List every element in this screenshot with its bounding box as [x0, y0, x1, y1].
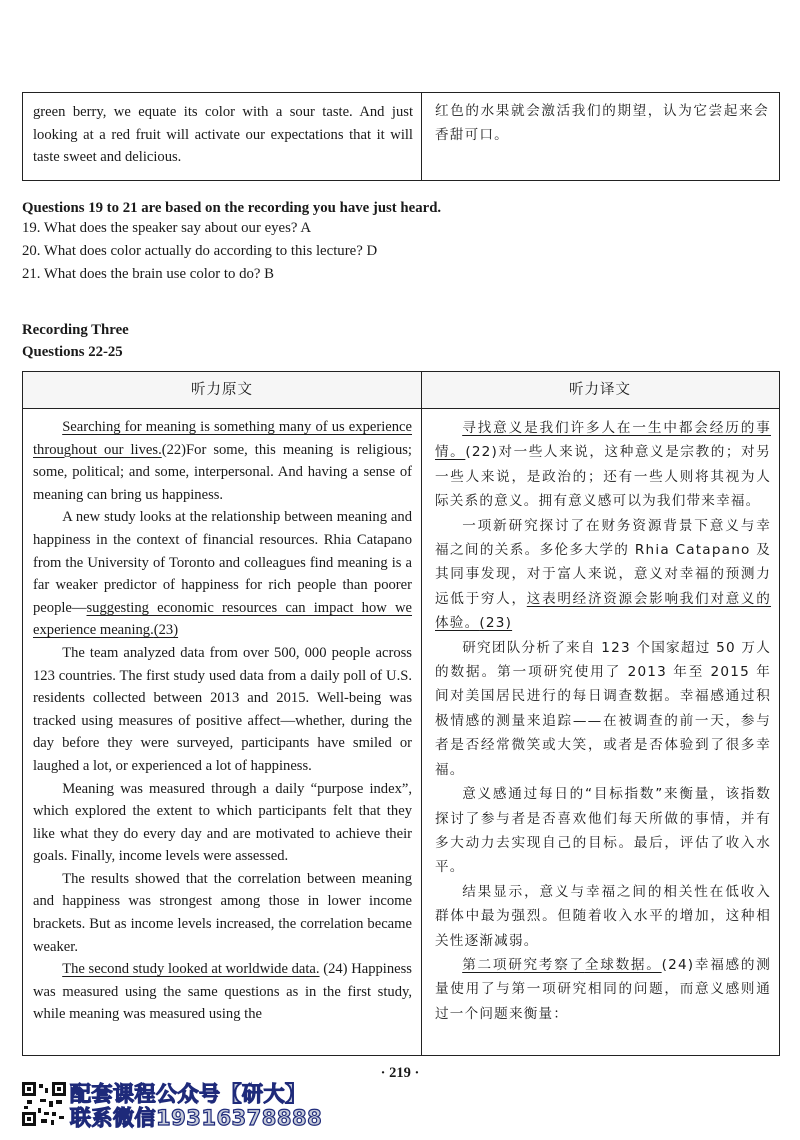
chinese-p6-rest: 幸福感的测量使用了与第一项研究相同的问题，而意义感则通过一个问题来衡量：: [435, 956, 772, 1022]
marker-23: (23): [153, 622, 179, 639]
english-p6-underlined: The second study looked at worldwide data.: [62, 961, 320, 978]
question-20: 20. What does color actually do according to this lecture? D: [22, 243, 378, 259]
marker-22: (22): [161, 441, 187, 458]
chinese-paragraph-2: [435, 514, 771, 636]
chinese-p1-underlined: 寻找意义是我们许多人在一生中都会经历的事情。: [435, 420, 771, 461]
watermark-line-1: 配套课程公众号【研大】: [70, 1082, 307, 1106]
english-p1-rest: For some, this meaning is religious; some, political; and some, interpersonal. And having a sense of meaning can bring us happiness.: [33, 441, 412, 503]
top-table-english-cell: [23, 93, 421, 180]
chinese-p2-underlined: 这表明经济资源会影响我们对意义的体验。: [435, 590, 772, 632]
english-paragraph-4: Meaning was measured through a daily “purpose index”, which explored the extent to which participants felt that they like what they do every day and are motivated to achieve their goals. Finally, income levels were assessed.: [33, 780, 412, 865]
chinese-p2-start: 一项新研究探讨了在财务资源背景下意义与幸福之间的关系。多伦多大学的 Rhia Catapano 及其同事发现，对于富人来说，意义对幸福的预测力远低于穷人，: [435, 517, 771, 607]
chinese-paragraph-5: 结果显示，意义与幸福之间的相关性在低收入群体中最为强烈。但随着收入水平的增加，这种相关性逐渐减弱。: [435, 883, 771, 949]
chinese-p1-rest: 对一些人来说，这种意义是宗教的；对另一些人来说，是政治的；还有一些人则将其视为人际关系的意义。拥有意义感可以为我们带来幸福。: [435, 444, 771, 510]
english-p2-underlined: suggesting economic resources can impact how we experience meaning.: [33, 599, 412, 639]
question-19: 19. What does the speaker say about our eyes? A: [22, 220, 312, 236]
marker-24: (24): [323, 961, 348, 978]
transcript-chinese: [421, 412, 779, 1026]
chinese-paragraph-3: 研究团队分析了来自 123 个国家超过 50 万人的数据。第一项研究使用了 2013 年至 2015 年间对美国居民进行的每日调查数据。幸福感通过积极情感的测量来追踪——在被调查的前一天，参与者是否经常微笑或大笑，或者是否体验到了很多幸福。: [435, 639, 771, 778]
english-paragraph-2: [33, 506, 412, 642]
english-paragraph-3: The team analyzed data from over 500, 000 people across 123 countries. The first study used data from a daily poll of U.S. residents collected between 2013 and 2015. Well-being was tracked using measures of positive affect—whether, during the day before they were surveyed, participants have smiled or laughed a lot, or experienced a lot of happiness.: [33, 644, 412, 774]
english-p2-start: A new study looks at the relationship between meaning and happiness in the context of financial resources. Rhia Catapano from the University of Toronto and colleagues find meaning is a far weaker predictor of happiness for rich people than poorer people—: [33, 509, 412, 616]
chinese-p6-underlined: 全球数据。: [584, 956, 662, 973]
english-p6-rest: Happiness was measured using the same questions as in the first study, while meaning was measured using the: [33, 961, 412, 1023]
english-paragraph-6: [33, 958, 412, 1026]
english-paragraph-1: [33, 416, 412, 506]
top-english-text: green berry, we equate its color with a sour taste. And just looking at a red fruit will activate our expectations that it will taste sweet and delicious.: [33, 104, 413, 166]
header-original-text: 听力原文: [191, 382, 253, 398]
english-p1-underlined: Searching for meaning is something many of us experience throughout our lives.: [33, 419, 412, 458]
recording-three-title: Recording Three: [22, 322, 129, 338]
top-chinese-text: 红色的水果就会激活我们的期望，认为它尝起来会香甜可口。: [435, 103, 769, 144]
chinese-paragraph-6: [435, 953, 771, 1026]
qr-code-icon: [22, 1082, 66, 1126]
english-paragraph-5: The results showed that the correlation between meaning and happiness was strongest among those in lower income brackets. But as income levels increased, the correlation became weaker.: [33, 870, 412, 955]
cn-marker-23: (23): [479, 615, 513, 632]
chinese-paragraph-1: [435, 416, 771, 514]
questions-22-25-label: Questions 22-25: [22, 344, 123, 360]
cn-marker-24: (24): [661, 956, 695, 973]
watermark-line-2: 联系微信19316378888: [70, 1106, 323, 1130]
questions-19-21-heading: Questions 19 to 21 are based on the recording you have just heard.: [22, 200, 442, 216]
transcript-table: [22, 371, 780, 1056]
cn-marker-22: (22): [465, 444, 499, 461]
transcript-english: [23, 412, 421, 1026]
header-translation: 听力译文: [569, 382, 631, 398]
chinese-paragraph-4: 意义感通过每日的“目标指数”来衡量，该指数探讨了参与者是否喜欢他们每天所做的事情，并有多大动力去实现自己的目标。最后，评估了收入水平。: [435, 786, 771, 876]
page-number: · 219 ·: [380, 1065, 420, 1081]
chinese-p6-start: 第二项研究考察了: [462, 956, 585, 973]
top-table-chinese-cell: [421, 93, 779, 180]
top-table: [22, 92, 780, 181]
question-21: 21. What does the brain use color to do? B: [22, 266, 275, 282]
